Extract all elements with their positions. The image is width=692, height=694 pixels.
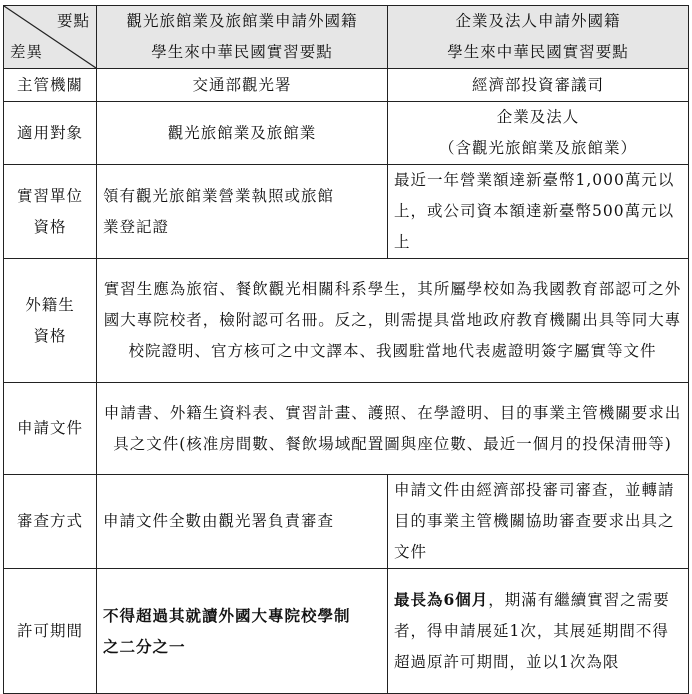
corner-top-label: 要點 (56, 12, 90, 30)
header-line: 學生來中華民國實習要點 (151, 43, 333, 61)
row-label: 適用對象 (4, 102, 97, 165)
cell-line: （含觀光旅館業及旅館業） (438, 139, 637, 157)
label-line: 實習單位 (16, 186, 83, 205)
header-row (4, 6, 689, 69)
cell-line: 企業及法人 (496, 108, 580, 126)
label-line: 資格 (33, 326, 67, 345)
corner-bottom-label: 差異 (10, 43, 44, 61)
table-row (4, 259, 689, 383)
header-line: 觀光旅館業及旅館業申請外國籍 (126, 12, 358, 30)
table-row (4, 475, 689, 569)
cell-enterprise: 申請文件由經濟部投審司審查，並轉請目的事業主管機關協助審查要求出具之文件 (388, 475, 689, 569)
table-row (4, 165, 689, 259)
cell-tourism: 交通部觀光署 (97, 69, 388, 102)
header-line: 學生來中華民國實習要點 (447, 43, 629, 61)
header-col-tourism (97, 6, 388, 69)
cell-merged: 申請書、外籍生資料表、實習計畫、護照、在學證明、目的事業主管機關要求出具之文件(核准房間數、餐飲場域配置圖與座位數、最近一個月的投保清冊等) (97, 383, 689, 475)
table-row (4, 102, 689, 165)
cell-merged: 實習生應為旅宿、餐飲觀光相關科系學生，其所屬學校如為我國教育部認可之外國大專院校者，檢附認可名冊。反之，則需提具當地政府教育機關出具等同大專校院證明、官方核可之中文譯本、我國駐當地代表處證明簽字屬實等文件 (97, 259, 689, 383)
label-line: 外籍生 (25, 295, 75, 314)
row-label (4, 259, 97, 383)
row-label: 申請文件 (4, 383, 97, 475)
cell-enterprise (388, 102, 689, 165)
row-label (4, 165, 97, 259)
table-row (4, 69, 689, 102)
cell-tourism: 不得超過其就讀外國大專院校學制之二分之一 (97, 569, 388, 694)
comparison-table (3, 5, 689, 694)
row-label: 審查方式 (4, 475, 97, 569)
table-row (4, 569, 689, 694)
header-col-enterprise (388, 6, 689, 69)
cell-enterprise (388, 569, 689, 694)
cell-enterprise: 最近一年營業額達新臺幣1,000萬元以上，或公司資本額達新臺幣500萬元以上 (388, 165, 689, 259)
cell-enterprise: 經濟部投資審議司 (388, 69, 689, 102)
header-line: 企業及法人申請外國籍 (455, 12, 621, 30)
cell-tourism: 領有觀光旅館業營業執照或旅館業登記證 (97, 165, 388, 259)
label-line: 資格 (33, 217, 67, 236)
row-label: 主管機關 (4, 69, 97, 102)
bold-text: 最長為6個月 (394, 590, 489, 609)
cell-text: ，期滿有繼續實習之需要者，得申請展延1次，其展延期間不得超過原許可期間，並以1次為限 (394, 591, 670, 671)
corner-cell (4, 6, 97, 69)
cell-tourism: 申請文件全數由觀光署負責審查 (97, 475, 388, 569)
row-label: 許可期間 (4, 569, 97, 694)
table-row (4, 383, 689, 475)
cell-tourism: 觀光旅館業及旅館業 (97, 102, 388, 165)
